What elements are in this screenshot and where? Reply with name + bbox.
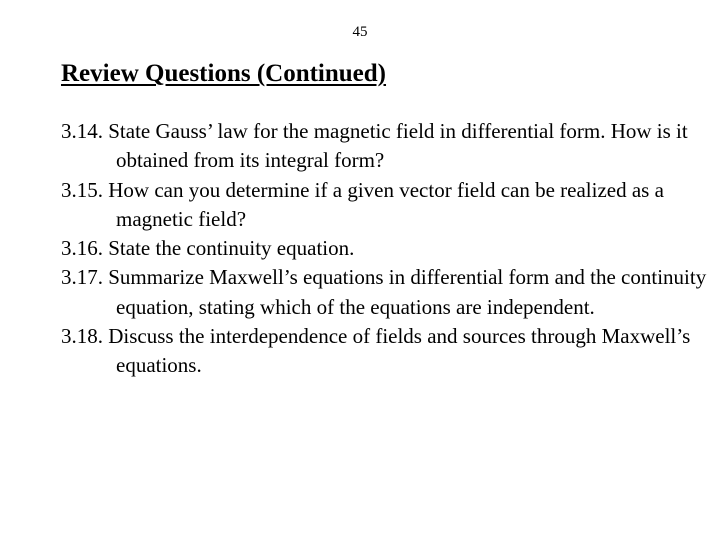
- question-number: 3.15.: [61, 177, 103, 202]
- question-text: Summarize Maxwell’s equations in differential form and the continuity equation, stating which of the equations are independent.: [108, 265, 707, 319]
- page-title: Review Questions (Continued): [61, 60, 387, 87]
- question-text: Discuss the interdependence of fields and sources through Maxwell’s equations.: [108, 324, 691, 378]
- question-item: [61, 176, 711, 235]
- question-text: State Gauss’ law for the magnetic field in differential form. How is it obtained from its integral form?: [108, 119, 688, 173]
- question-number: 3.17.: [61, 265, 103, 290]
- question-number: 3.14.: [61, 119, 103, 143]
- page-number: 45: [352, 24, 368, 40]
- question-list: [61, 117, 711, 381]
- question-text: State the continuity equation.: [108, 236, 355, 261]
- question-item: [61, 263, 711, 322]
- question-item: [61, 117, 711, 176]
- question-number: 3.18.: [61, 324, 103, 349]
- question-item: [61, 322, 711, 381]
- question-number: 3.16.: [61, 236, 103, 261]
- question-text: How can you determine if a given vector field can be realized as a magnetic field?: [108, 177, 664, 231]
- question-item: [61, 234, 711, 263]
